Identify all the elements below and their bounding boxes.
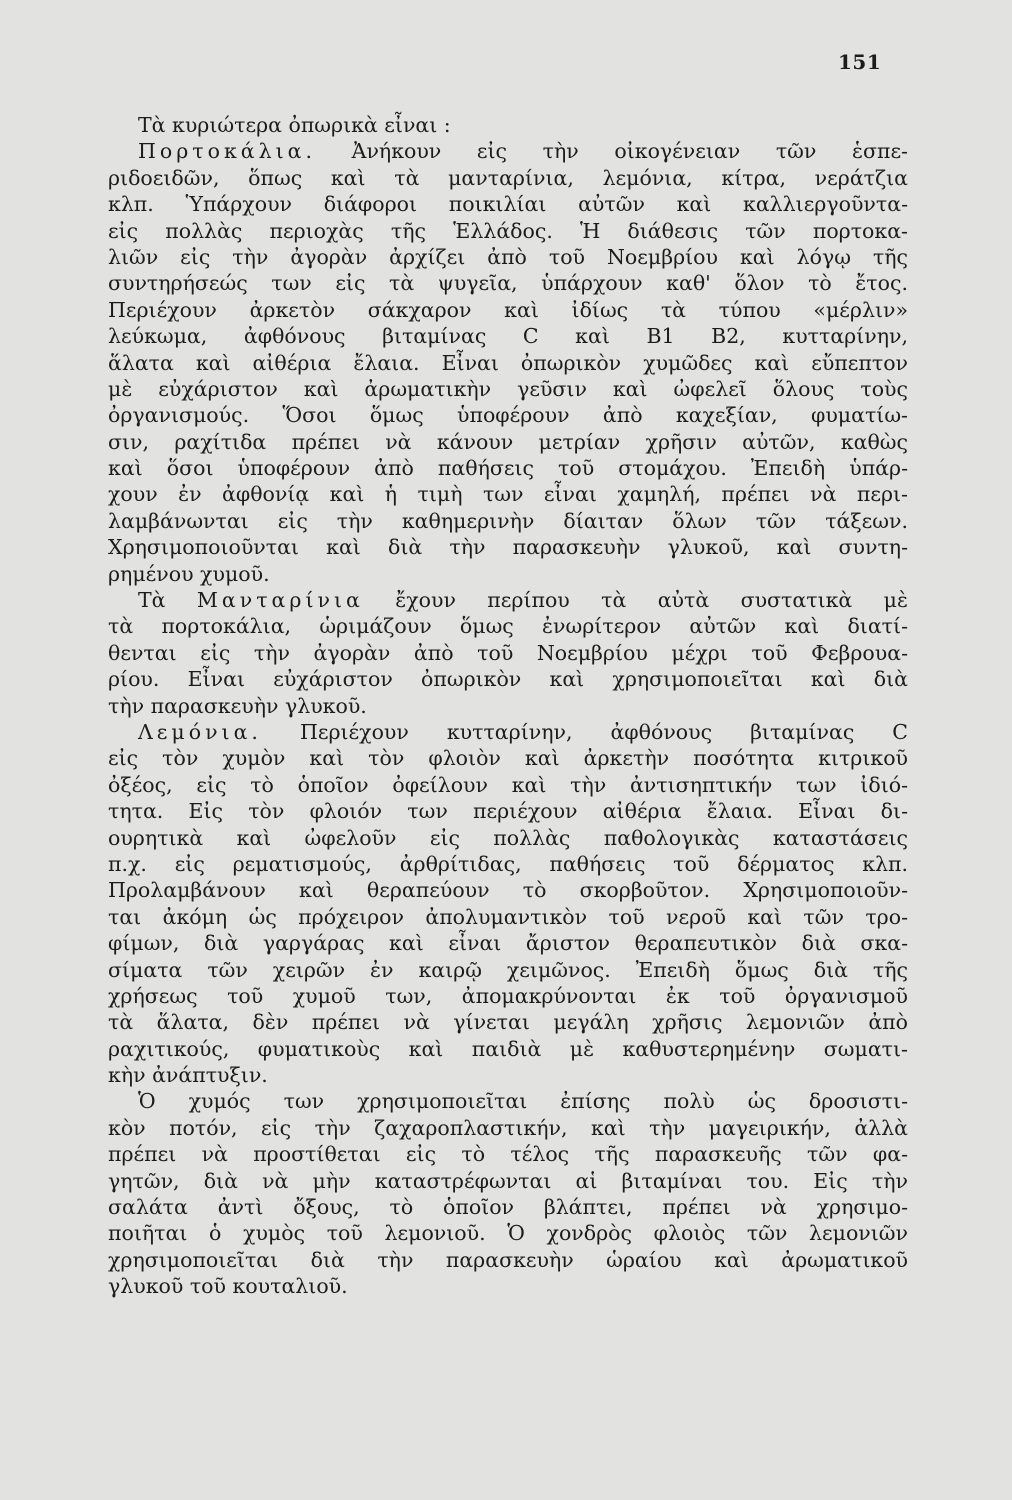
line-text: γλυκοῦ τοῦ κουταλιοῦ. [108, 1274, 348, 1299]
spaced-heading: Μανταρίνια [196, 588, 364, 613]
text-line [108, 640, 908, 666]
line-text: ριδοειδῶν, ὅπως καὶ τὰ μανταρίνια, λεμόνια, κίτρα, νεράτζια [108, 165, 908, 190]
text-line [108, 719, 908, 745]
text-line [108, 1062, 908, 1088]
spaced-heading: Πορτοκάλια. [138, 139, 317, 164]
text-line [108, 1141, 908, 1167]
text-line [108, 429, 908, 455]
line-text: λεύκωμα, ἀφθόνους βιταμίνας C καὶ B1 B2, κυτταρίνην, [108, 324, 908, 349]
line-text: εἰς τὸν χυμὸν καὶ τὸν φλοιὸν καὶ ἀρκετὴν ποσότητα κιτρικοῦ [108, 746, 908, 771]
text-line [108, 455, 908, 481]
line-text: χρησιμοποιεῖται διὰ τὴν παρασκευὴν ὡραίου καὶ ἀρωματικοῦ [108, 1247, 908, 1272]
text-line [108, 1273, 908, 1299]
line-text: θενται εἰς τὴν ἀγορὰν ἀπὸ τοῦ Νοεμβρίου μέχρι τοῦ Φεβρουα- [108, 640, 908, 665]
page-number: 151 [838, 50, 882, 74]
text-line [108, 508, 908, 534]
text-line [108, 1220, 908, 1246]
line-text: ραχιτικούς, φυματικοὺς καὶ παιδιὰ μὲ καθυστερημένην σωματι- [108, 1036, 908, 1061]
text-line [108, 323, 908, 349]
text-line [108, 1194, 908, 1220]
line-text: λαμβάνωνται εἰς τὴν καθημερινὴν δίαιταν ὅλων τῶν τάξεων. [108, 508, 908, 533]
spaced-heading: Λεμόνια. [138, 719, 262, 744]
line-text: τὰ πορτοκάλια, ὡριμάζουν ὅμως ἐνωρίτερον αὐτῶν καὶ διατί- [108, 614, 908, 639]
text-line [108, 138, 908, 164]
text-line [108, 904, 908, 930]
line-text: Τὰ κυριώτερα ὀπωρικὰ εἶναι : [138, 113, 451, 137]
text-line [108, 587, 908, 613]
text-line [108, 693, 908, 719]
line-text: κὴν ἀνάπτυξιν. [108, 1063, 268, 1088]
line-text: πρέπει νὰ προστίθεται εἰς τὸ τέλος τῆς παρασκευῆς τῶν φα- [108, 1142, 908, 1167]
text-line [108, 561, 908, 587]
line-text: Περιέχουν ἀρκετὸν σάκχαρον καὶ ἰδίως τὰ τύπου «μέρλιν» [108, 297, 908, 322]
line-text: ποιῆται ὁ χυμὸς τοῦ λεμονιοῦ. Ὁ χονδρὸς φλοιὸς τῶν λεμονιῶν [108, 1221, 908, 1246]
line-text: κὸν ποτόν, εἰς τὴν ζαχαροπλαστικήν, καὶ τὴν μαγειρικήν, ἀλλὰ [108, 1115, 908, 1140]
line-text: σίματα τῶν χειρῶν ἐν καιρῷ χειμῶνος. Ἐπειδὴ ὅμως διὰ τῆς [108, 957, 908, 982]
text-line [108, 877, 908, 903]
text-line [108, 350, 908, 376]
text-line [108, 481, 908, 507]
line-text: τὰ ἅλατα, δὲν πρέπει νὰ γίνεται μεγάλη χρῆσις λεμονιῶν ἀπὸ [108, 1010, 908, 1035]
text-line [108, 666, 908, 692]
text-line [108, 772, 908, 798]
line-text: Περιέχουν κυτταρίνην, ἀφθόνους βιταμίνας C [261, 719, 908, 744]
text-line [108, 1247, 908, 1273]
line-text: συντηρήσεώς των εἰς τὰ ψυγεῖα, ὑπάρχουν καθ' ὅλον τὸ ἔτος. [108, 271, 908, 296]
text-line [108, 825, 908, 851]
text-line [108, 165, 908, 191]
line-text: χρήσεως τοῦ χυμοῦ των, ἀπομακρύνονται ἐκ τοῦ ὀργανισμοῦ [108, 983, 908, 1008]
line-text: σιν, ραχίτιδα πρέπει νὰ κάνουν μετρίαν χρῆσιν αὐτῶν, καθὼς [108, 429, 908, 454]
text-line [108, 270, 908, 296]
body-text [108, 112, 908, 1300]
line-text: εἰς πολλὰς περιοχὰς τῆς Ἑλλάδος. Ἡ διάθεσις τῶν πορτοκα- [108, 218, 908, 243]
text-line [108, 1115, 908, 1141]
line-text: ρημένου χυμοῦ. [108, 561, 270, 586]
line-text: φίμων, διὰ γαργάρας καὶ εἶναι ἄριστον θεραπευτικὸν διὰ σκα- [108, 931, 908, 956]
line-text: χουν ἐν ἀφθονίᾳ καὶ ἡ τιμὴ των εἶναι χαμηλή, πρέπει νὰ περι- [108, 482, 908, 507]
line-text: μὲ εὐχάριστον καὶ ἀρωματικὴν γεῦσιν καὶ ὠφελεῖ ὅλους τοὺς [108, 376, 908, 401]
text-line [108, 1009, 908, 1035]
line-text: ἅλατα καὶ αἰθέρια ἔλαια. Εἶναι ὀπωρικὸν χυμῶδες καὶ εὔπεπτον [108, 350, 908, 375]
line-text: καὶ ὅσοι ὑποφέρουν ἀπὸ παθήσεις τοῦ στομάχου. Ἐπειδὴ ὑπάρ- [108, 456, 908, 481]
text-line [108, 983, 908, 1009]
line-text: ται ἀκόμη ὡς πρόχειρον ἀπολυμαντικὸν τοῦ νεροῦ καὶ τῶν τρο- [108, 904, 908, 929]
text-line [108, 218, 908, 244]
text-line [108, 1088, 908, 1114]
line-text: Ὁ χυμός των χρησιμοποιεῖται ἐπίσης πολὺ ὡς δροσιστι- [138, 1089, 908, 1114]
line-text: ἔχουν περίπου τὰ αὐτὰ συστατικὰ μὲ [363, 588, 908, 613]
text-line [108, 1036, 908, 1062]
text-line [108, 798, 908, 824]
text-line [108, 376, 908, 402]
line-text: Χρησιμοποιοῦνται καὶ διὰ τὴν παρασκευὴν γλυκοῦ, καὶ συντη- [108, 535, 908, 560]
line-text: ὀργανισμούς. Ὅσοι ὅμως ὑποφέρουν ἀπὸ καχεξίαν, φυματίω- [108, 403, 908, 428]
line-text: λιῶν εἰς τὴν ἀγορὰν ἀρχίζει ἀπὸ τοῦ Νοεμβρίου καὶ λόγῳ τῆς [108, 244, 908, 269]
line-text: ουρητικὰ καὶ ὠφελοῦν εἰς πολλὰς παθολογικὰς καταστάσεις [108, 825, 908, 850]
line-text: Προλαμβάνουν καὶ θεραπεύουν τὸ σκορβοῦτον. Χρησιμοποιοῦν- [108, 878, 908, 903]
line-text: κλπ. Ὑπάρχουν διάφοροι ποικιλίαι αὐτῶν καὶ καλλιεργοῦντα- [108, 192, 908, 217]
line-text: Τὰ [138, 588, 197, 613]
text-line [108, 297, 908, 323]
text-line [108, 402, 908, 428]
text-line [108, 534, 908, 560]
text-line [108, 191, 908, 217]
line-text: π.χ. εἰς ρεματισμούς, ἀρθρίτιδας, παθήσεις τοῦ δέρματος κλπ. [108, 851, 908, 876]
line-text: σαλάτα ἀντὶ ὄξους, τὸ ὁποῖον βλάπτει, πρέπει νὰ χρησιμο- [108, 1195, 908, 1220]
line-text: τητα. Εἰς τὸν φλοιόν των περιέχουν αἰθέρια ἔλαια. Εἶναι δι- [108, 799, 908, 824]
line-text: τὴν παρασκευὴν γλυκοῦ. [108, 693, 367, 718]
text-line [108, 1168, 908, 1194]
line-text: ὀξέος, εἰς τὸ ὁποῖον ὀφείλουν καὶ τὴν ἀντισηπτικήν των ἰδιό- [108, 772, 908, 797]
line-text: Ἀνήκουν εἰς τὴν οἰκογένειαν τῶν ἑσπε- [316, 139, 908, 164]
line-text: ρίου. Εἶναι εὐχάριστον ὀπωρικὸν καὶ χρησιμοποιεῖται καὶ διὰ [108, 667, 908, 692]
text-line [108, 745, 908, 771]
text-line [108, 613, 908, 639]
text-line [108, 851, 908, 877]
text-line [108, 930, 908, 956]
line-text: γητῶν, διὰ νὰ μὴν καταστρέφωνται αἱ βιταμίναι του. Εἰς τὴν [108, 1168, 908, 1193]
text-line [108, 112, 908, 138]
text-line [108, 957, 908, 983]
text-line [108, 244, 908, 270]
